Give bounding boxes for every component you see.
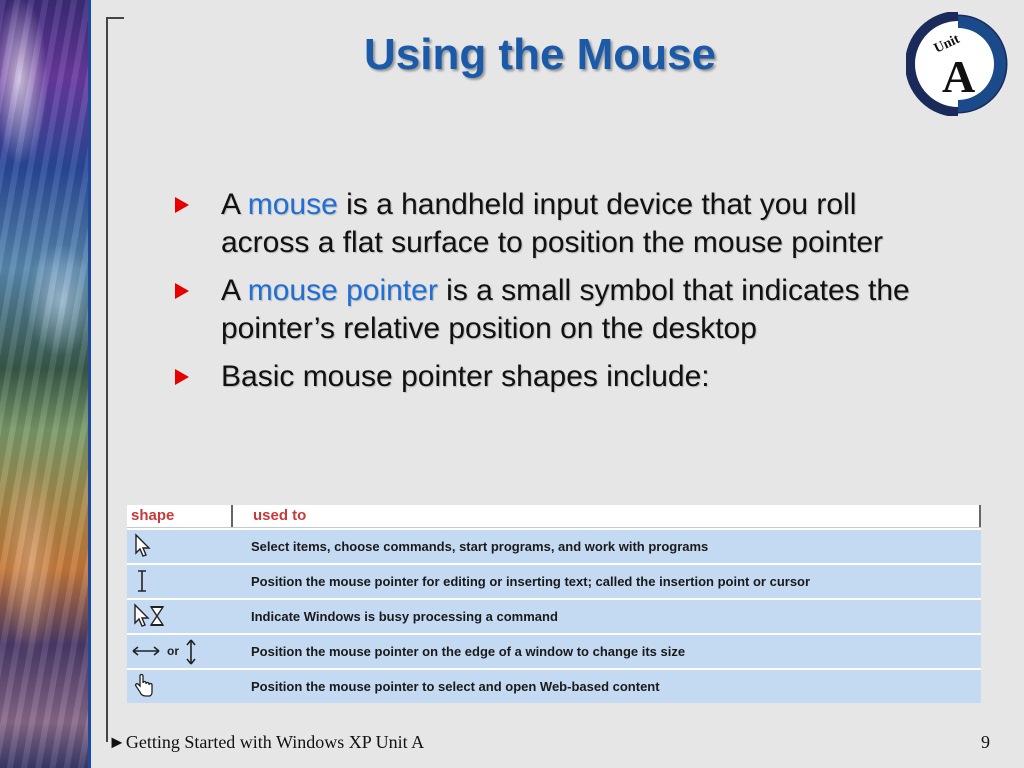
logo-small-text: Unit — [931, 31, 963, 57]
or-label: or — [167, 644, 179, 658]
bullet-text: is a small symbol that indicates the pointer’s relative position on the desktop — [221, 274, 910, 345]
table-header-row — [127, 505, 981, 528]
bullet-term: mouse pointer — [247, 274, 438, 307]
footer-marker-icon: ► — [108, 732, 126, 752]
row-description: Position the mouse pointer on the edge of a window to change its size — [251, 644, 686, 659]
table-row — [127, 598, 981, 633]
corner-bracket-top — [106, 17, 124, 19]
bullet-prefix: A — [221, 274, 248, 307]
bullet-marker-icon — [175, 197, 189, 213]
side-strip-edge — [88, 0, 91, 768]
bullet-item — [175, 358, 945, 396]
table-row — [127, 668, 981, 703]
table-row — [127, 528, 981, 563]
slide-footer — [108, 732, 424, 753]
bullet-marker-icon — [175, 369, 189, 385]
bullet-prefix: A — [221, 188, 248, 221]
hand-pointer-icon — [131, 673, 157, 699]
unit-a-logo-icon — [906, 12, 1010, 116]
vertical-resize-icon — [183, 638, 199, 666]
arrow-pointer-icon — [131, 533, 157, 559]
bullet-list — [175, 186, 945, 406]
i-beam-icon — [131, 568, 157, 594]
bullet-item — [175, 186, 945, 262]
horizontal-resize-icon — [131, 638, 161, 664]
decorative-side-strip — [0, 0, 88, 768]
row-description: Position the mouse pointer for editing or inserting text; called the insertion point or cursor — [251, 574, 811, 589]
bullet-term: mouse — [247, 188, 338, 221]
slide-title: Using the Mouse — [363, 30, 717, 79]
corner-bracket-left — [106, 17, 108, 742]
row-description: Indicate Windows is busy processing a command — [251, 609, 558, 624]
header-used-to: used to — [233, 505, 981, 527]
bullet-text: Basic mouse pointer shapes include: — [221, 360, 710, 393]
busy-hourglass-icon — [131, 603, 171, 629]
row-description: Position the mouse pointer to select and open Web-based content — [251, 679, 660, 694]
table-row — [127, 633, 981, 668]
row-description: Select items, choose commands, start programs, and work with programs — [251, 539, 709, 554]
page-number: 9 — [981, 732, 990, 752]
bullet-item — [175, 272, 945, 348]
logo-big-letter: A — [942, 51, 976, 102]
footer-text: Getting Started with Windows XP Unit A — [125, 732, 425, 752]
bullet-marker-icon — [175, 283, 189, 299]
table-row — [127, 563, 981, 598]
header-shape: shape — [127, 505, 233, 527]
bullet-text: is a handheld input device that you roll across a flat surface to position the mouse pointer — [221, 188, 884, 259]
pointer-shapes-table — [127, 505, 981, 703]
